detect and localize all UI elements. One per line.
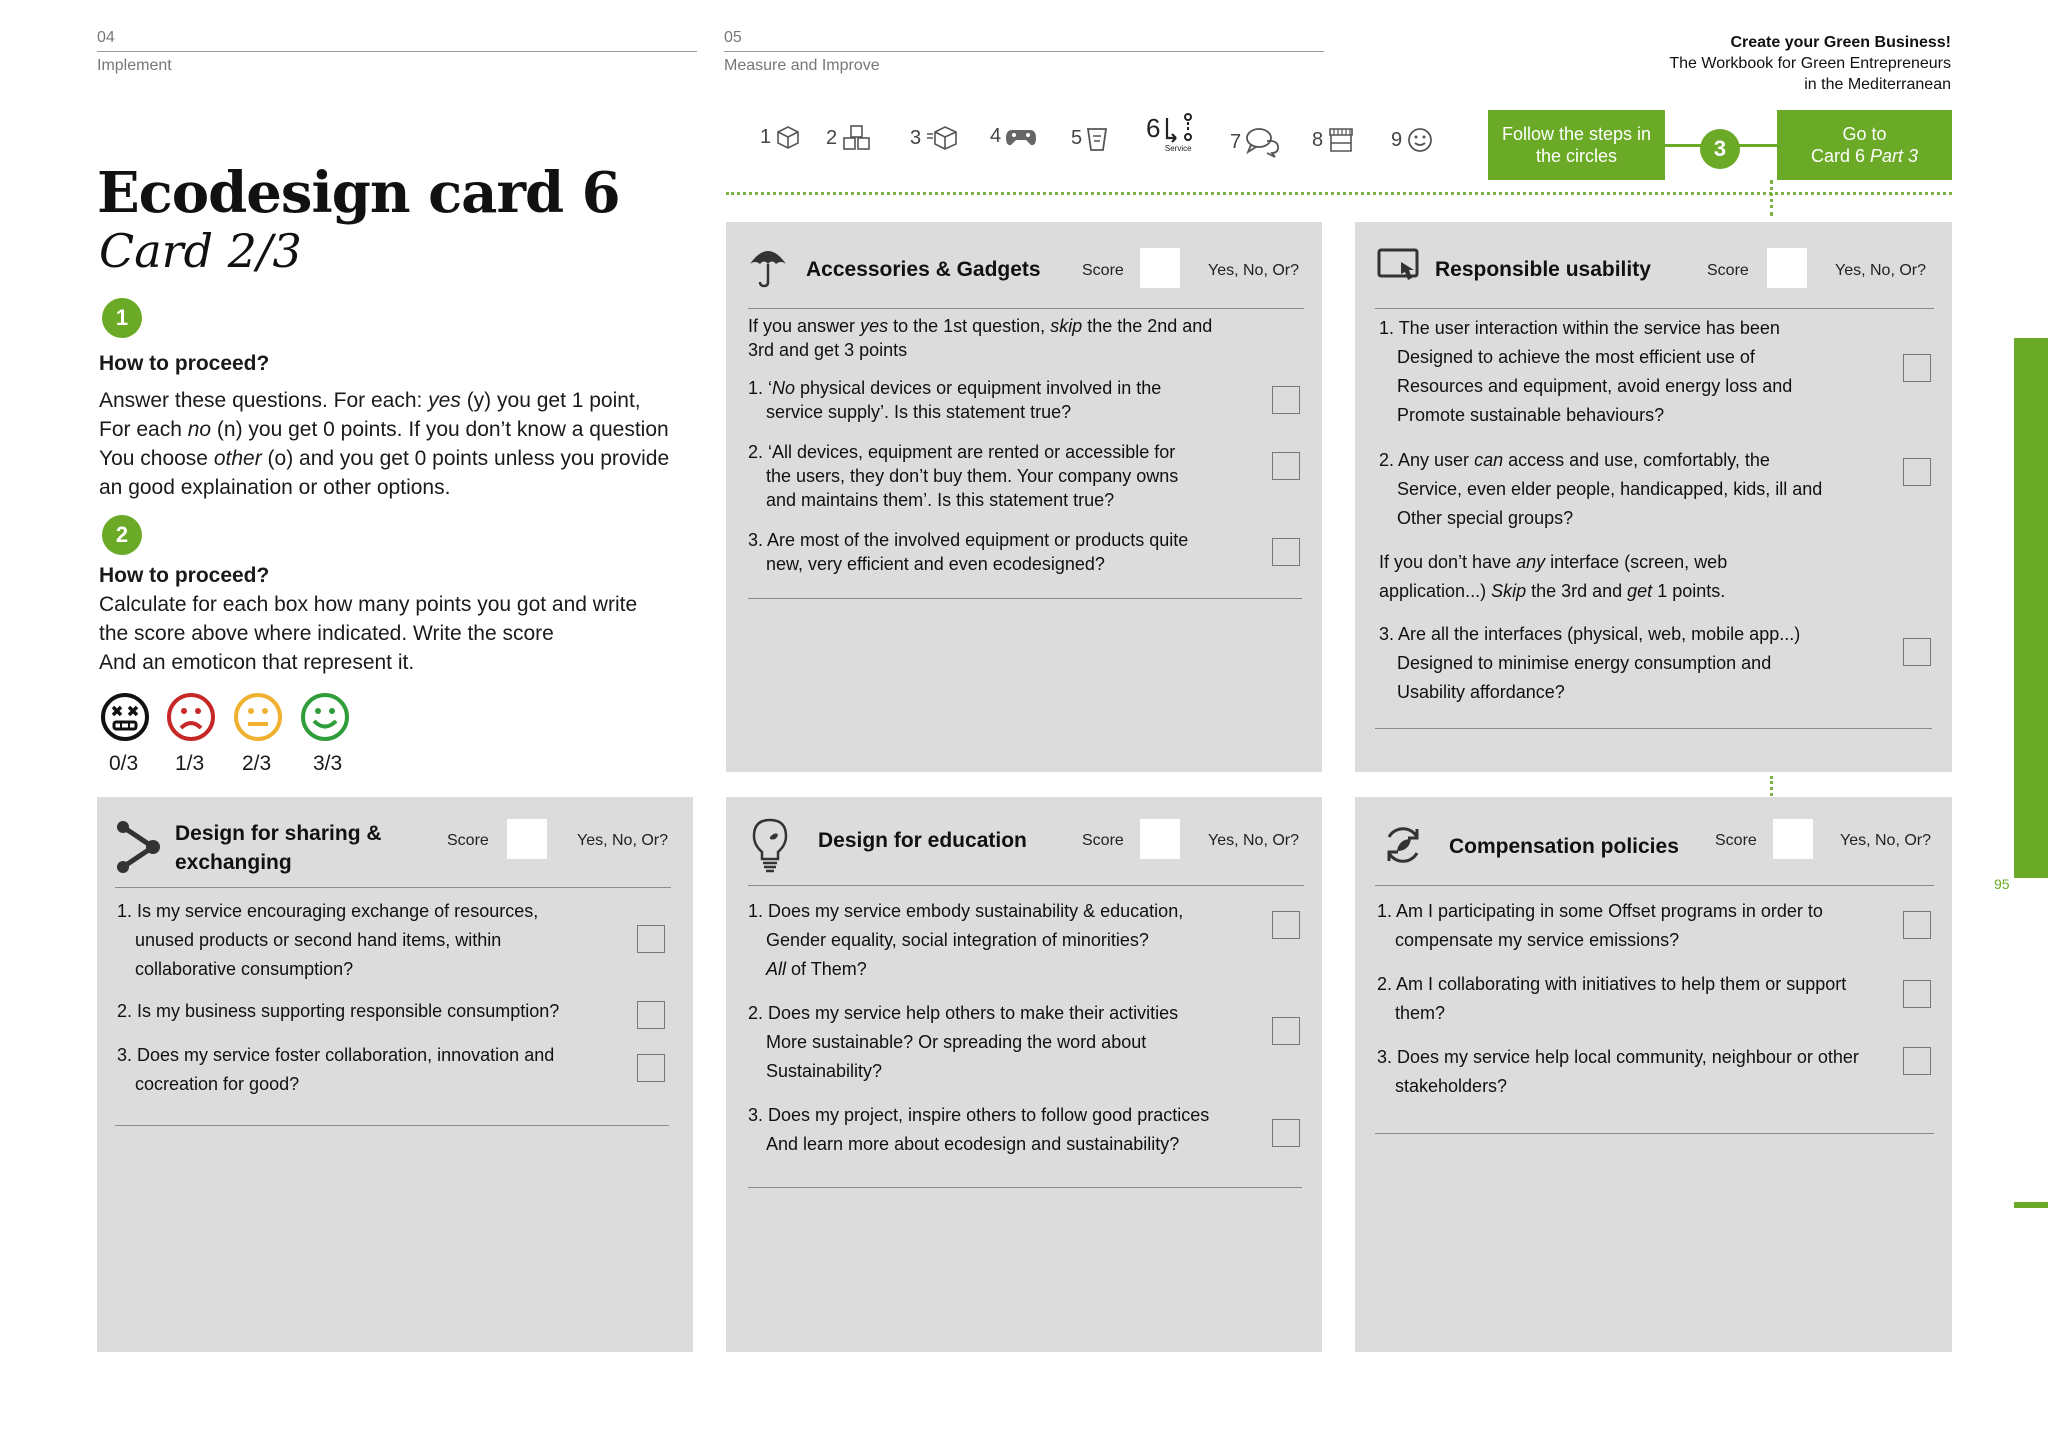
answer-checkbox-3[interactable] (1903, 638, 1931, 666)
section-number-04: 04 (97, 29, 115, 46)
answer-checkbox-1[interactable] (1272, 911, 1300, 939)
question-1: 1. Am I participating in some Offset programs in order to compensate my service emissions? (1377, 901, 1823, 950)
gamepad-icon (1005, 124, 1037, 148)
happy-face-icon (300, 692, 350, 742)
card-compensation-policies (1355, 797, 1952, 1352)
step-1[interactable] (760, 124, 801, 150)
card-divider (1375, 728, 1932, 729)
step-7[interactable] (1230, 126, 1281, 158)
smiley-icon (1406, 126, 1434, 154)
card-divider (748, 598, 1302, 599)
question-2: 2. Am I collaborating with initiatives to help them or support them? (1377, 974, 1847, 1023)
yes-no-label: Yes, No, Or? (1208, 262, 1300, 279)
skip-note: If you don’t have any interface (screen, web application...) Skip the 3rd and get 1 points. (1379, 552, 1728, 601)
page-subtitle: Card 2/3 (99, 224, 302, 278)
instructions-1: Answer these questions. For each: yes (y) you get 1 point, For each no (n) you get 0 points. If you don’t know a question You choose other (o) and you get 0 points unless you provide an good explaination or other options. (99, 389, 670, 499)
score-input[interactable] (1140, 248, 1180, 288)
dotted-connector (1770, 180, 1773, 216)
dead-face-icon (100, 692, 150, 742)
package-icon (925, 124, 959, 152)
score-label-2: 2/3 (242, 752, 272, 775)
step-4[interactable] (990, 124, 1037, 148)
step-number: 4 (990, 124, 1002, 147)
lightbulb-icon (750, 817, 790, 873)
step-number: 8 (1312, 128, 1324, 151)
answer-checkbox-3[interactable] (637, 1054, 665, 1082)
goto-label-card: Card 6 (1810, 146, 1870, 166)
score-label-3: 3/3 (313, 752, 343, 775)
follow-label-line1: Follow the steps in (1501, 124, 1652, 144)
service-icon (1162, 112, 1196, 144)
question-1: 1. Is my service encouraging exchange of resources, unused products or second hand items, within collaborative consumption? (117, 901, 539, 979)
yes-no-label: Yes, No, Or? (1840, 832, 1932, 849)
follow-steps-button[interactable] (1488, 110, 1665, 180)
question-3: 3. Are all the interfaces (physical, web, mobile app...) Designed to minimise energy consumption and Usability affordance? (1379, 624, 1801, 702)
card-responsible-usability (1355, 222, 1952, 772)
score-input[interactable] (507, 819, 547, 859)
score-input[interactable] (1767, 248, 1807, 288)
score-label: Score (1715, 832, 1757, 849)
card-title: Design for sharing & exchanging (175, 822, 382, 874)
instructions-2: Calculate for each box how many points you got and write the score above where indicated. Write the score And an emoticon that represent it. (99, 593, 638, 674)
answer-checkbox-2[interactable] (1903, 980, 1931, 1008)
score-label-0: 0/3 (109, 752, 139, 775)
score-label: Score (1082, 262, 1124, 279)
card-title: Design for education (818, 829, 1027, 852)
page-number: 95 (1994, 876, 2010, 892)
question-2: 2. Is my business supporting responsible consumption? (117, 1001, 560, 1021)
section-number-05: 05 (724, 29, 742, 46)
how-to-heading-2: How to proceed? (99, 564, 270, 587)
yes-no-label: Yes, No, Or? (577, 832, 669, 849)
step-badge-1: 1 (102, 298, 142, 338)
header-divider (724, 51, 1324, 52)
refresh-leaf-icon (1381, 823, 1425, 867)
header-divider (97, 51, 697, 52)
step-number: 1 (760, 125, 772, 148)
answer-checkbox-2[interactable] (1272, 1017, 1300, 1045)
brand-subtitle-2: in the Mediterranean (1804, 76, 1951, 93)
card-divider (1375, 1133, 1934, 1134)
score-input[interactable] (1140, 819, 1180, 859)
step-5[interactable] (1071, 124, 1108, 152)
store-icon (1327, 126, 1355, 154)
question-3: 3. Does my project, inspire others to follow good practices And learn more about ecodesign and sustainability? (748, 1105, 1210, 1154)
how-to-heading-1: How to proceed? (99, 352, 270, 375)
step-3[interactable] (910, 124, 959, 152)
step-number: 3 (910, 126, 922, 149)
question-1: 1. The user interaction within the service has been Designed to achieve the most efficient use of Resources and equipment, avoid energy loss and Promote sustainable behaviours? (1379, 318, 1793, 425)
goto-label-part: Part 3 (1870, 146, 1919, 166)
sad-face-icon (166, 692, 216, 742)
answer-checkbox-2[interactable] (1903, 458, 1931, 486)
card-design-for-education (726, 797, 1322, 1352)
answer-checkbox-2[interactable] (1272, 452, 1300, 480)
answer-checkbox-1[interactable] (637, 925, 665, 953)
answer-checkbox-1[interactable] (1903, 911, 1931, 939)
step-number: 5 (1071, 126, 1083, 149)
step-8[interactable] (1312, 126, 1355, 154)
question-1: 1. ‘No physical devices or equipment involved in the service supply’. Is this statement true? (748, 378, 1162, 422)
question-2: 2. Does my service help others to make their activities More sustainable? Or spreading the word about Sustainability? (748, 1003, 1179, 1081)
step-6-sublabel: Service (1164, 144, 1192, 153)
question-3: 3. Does my service help local community, neighbour or other stakeholders? (1377, 1047, 1859, 1096)
umbrella-icon (748, 244, 788, 288)
card-accessories-gadgets (726, 222, 1322, 772)
box-icon (775, 124, 801, 150)
card-divider (748, 1187, 1302, 1188)
dotted-connector (1770, 776, 1773, 796)
card-divider (115, 1125, 669, 1126)
cubes-icon (841, 124, 873, 152)
score-label-1: 1/3 (175, 752, 205, 775)
goto-card-button[interactable] (1777, 110, 1952, 180)
score-label: Score (1707, 262, 1749, 279)
score-label: Score (447, 832, 489, 849)
dotted-divider (726, 192, 1952, 195)
question-3: 3. Does my service foster collaboration, innovation and cocreation for good? (117, 1045, 555, 1094)
card-intro: If you answer yes to the 1st question, skip the the 2nd and 3rd and get 3 points (748, 316, 1213, 360)
score-label: Score (1082, 832, 1124, 849)
brand-block (1669, 32, 1951, 95)
step-number: 6 (1146, 112, 1161, 143)
section-label-implement[interactable]: Implement (97, 57, 172, 74)
recycle-bin-icon (1086, 124, 1108, 152)
card-design-for-sharing (97, 797, 693, 1352)
goto-label-line1: Go to (1842, 124, 1887, 144)
question-2: 2. ‘All devices, equipment are rented or accessible for the users, they don’t buy them. Your company owns and maintains them’. Is this statement true? (748, 442, 1179, 510)
answer-checkbox-3[interactable] (1272, 538, 1300, 566)
step-badge-2: 2 (102, 515, 142, 555)
side-tab-marker (2014, 338, 2048, 878)
card-divider (748, 885, 1304, 886)
yes-no-label: Yes, No, Or? (1835, 262, 1927, 279)
step-9[interactable] (1391, 126, 1434, 154)
step-6[interactable] (1146, 112, 1196, 153)
step-2[interactable] (826, 124, 873, 152)
answer-checkbox-2[interactable] (637, 1001, 665, 1029)
side-tab-marker-small (2014, 1202, 2048, 1208)
follow-label-line2: the circles (1535, 146, 1617, 166)
section-label-measure[interactable]: Measure and Improve (724, 57, 880, 74)
brand-title: Create your Green Business! (1730, 34, 1951, 51)
step-number: 2 (826, 126, 838, 149)
share-icon (115, 819, 161, 873)
question-2: 2. Any user can access and use, comfortably, the Service, even elder people, handicapped, kids, ill and Other special groups? (1379, 450, 1823, 528)
card-title: Compensation policies (1449, 835, 1679, 858)
chat-icon (1245, 126, 1281, 158)
card-divider (1375, 885, 1934, 886)
step-number: 9 (1391, 128, 1403, 151)
step-number: 7 (1230, 130, 1242, 153)
neutral-face-icon (233, 692, 283, 742)
answer-checkbox-1[interactable] (1903, 354, 1931, 382)
card-divider (1375, 308, 1934, 309)
card-title: Responsible usability (1435, 258, 1651, 281)
answer-checkbox-1[interactable] (1272, 386, 1300, 414)
answer-checkbox-3[interactable] (1272, 1119, 1300, 1147)
question-1: 1. Does my service embody sustainability & education, Gender equality, social integration of minorities? All of Them? (748, 901, 1184, 979)
score-input[interactable] (1773, 819, 1813, 859)
question-3: 3. Are most of the involved equipment or products quite new, very efficient and even ecodesigned? (748, 530, 1189, 574)
yes-no-label: Yes, No, Or? (1208, 832, 1300, 849)
answer-checkbox-3[interactable] (1903, 1047, 1931, 1075)
card-title: Accessories & Gadgets (806, 258, 1041, 281)
touch-screen-icon (1377, 248, 1421, 284)
brand-subtitle: The Workbook for Green Entrepreneurs (1669, 55, 1951, 72)
step-circle-3[interactable]: 3 (1700, 129, 1740, 169)
card-divider (748, 308, 1304, 309)
page-title: Ecodesign card 6 (97, 160, 620, 226)
card-divider (115, 887, 671, 888)
